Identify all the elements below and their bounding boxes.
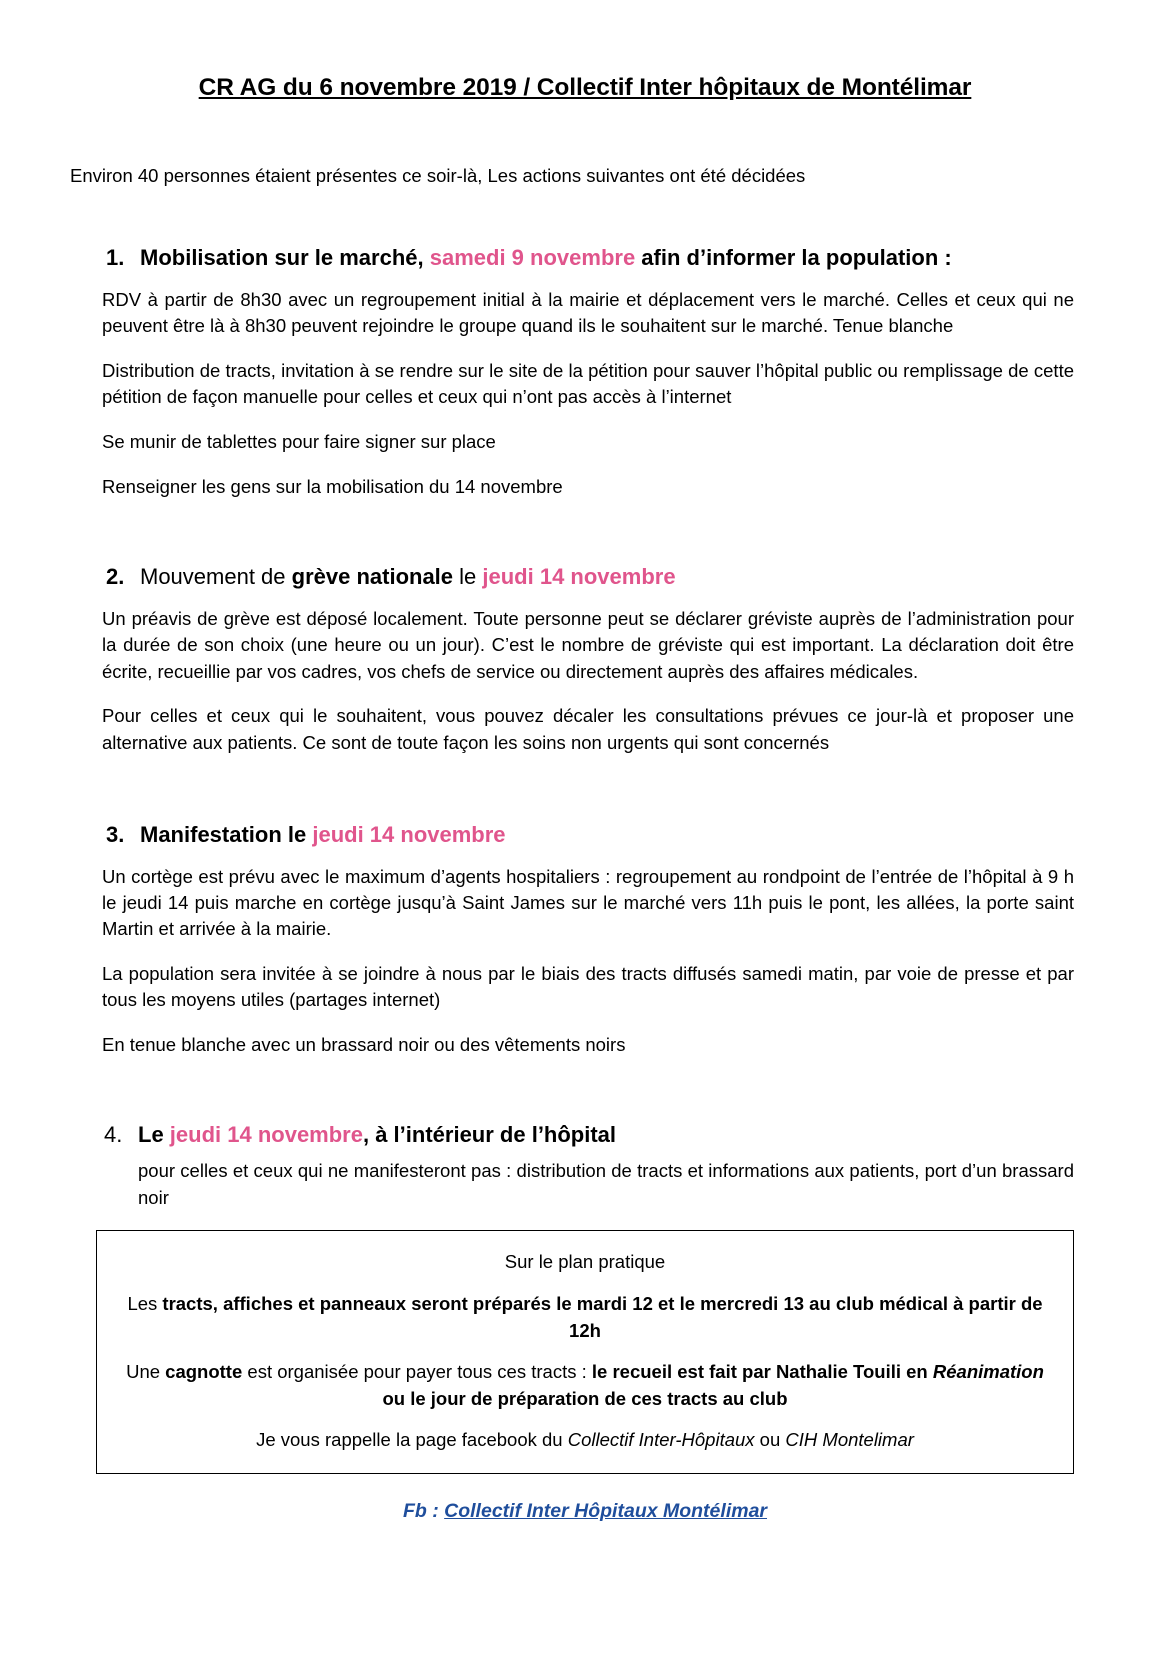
section-4 [96,1122,1074,1211]
practical-heading: Sur le plan pratique [504,1250,666,1272]
section-2 [96,564,1074,756]
section-4-paragraph-1: pour celles et ceux qui ne manifesteront pas : distribution de tracts et informations aux patients, port d’un brassard noir [138,1160,1074,1208]
practical-line-2-bold-2: le recueil est fait par Nathalie Touili en [591,1360,933,1382]
section-4-title [138,1122,1074,1148]
section-2-paragraph-1: Un préavis de grève est déposé localement. Toute personne peut se déclarer gréviste auprès de l’administration pour la durée de son choix (une heure ou un jour). C’est le nombre de gréviste qui est important. La déclaration doit être écrite, recueillie par vos cadres, vos chefs de service ou directement auprès des affaires médicales. [102,608,1074,682]
facebook-label: Fb : [402,1500,445,1523]
practical-line-2 [119,1359,1051,1413]
section-1-title [140,245,1074,271]
practical-line-3-italic-2: CIH Montelimar [785,1428,914,1450]
section-3-paragraph-2: La population sera invitée à se joindre à nous par le biais des tracts diffusés samedi matin, par voie de presse et par tous les moyens utiles (partages internet) [102,963,1074,1011]
practical-box [96,1230,1074,1475]
practical-line-2-bold-3: ou le jour de préparation de ces tracts au club [382,1387,788,1409]
practical-line-1 [119,1291,1051,1345]
practical-line-3-prefix: Je vous rappelle la page facebook du [256,1428,568,1450]
section-1-title-part1: Mobilisation sur le marché, [140,244,430,270]
section-1 [96,245,1074,500]
section-2-title-part1: Mouvement de [140,564,292,590]
facebook-footer [96,1500,1074,1523]
section-4-heading [104,1122,1074,1148]
section-4-title-part2: , à l’intérieur de l’hôpital [362,1122,617,1148]
section-3-paragraph-3: En tenue blanche avec un brassard noir ou des vêtements noirs [102,1034,626,1056]
section-1-paragraph-1: RDV à partir de 8h30 avec un regroupement initial à la mairie et déplacement vers le marché. Celles et ceux qui ne peuvent être là à 8h30 peuvent rejoindre le groupe quand ils le souhaitent sur le marché. Tenue blanche [102,288,1074,337]
section-3-heading [106,822,1074,848]
section-3-title-part1: Manifestation le [140,821,313,847]
section-1-heading [106,245,1074,271]
section-4-number: 4. [104,1122,123,1148]
page-title: CR AG du 6 novembre 2019 / Collectif Inter hôpitaux de Montélimar [198,74,972,101]
section-3-title-accent: jeudi 14 novembre [312,821,506,847]
facebook-page-link[interactable]: Collectif Inter Hôpitaux Montélimar [444,1500,768,1523]
practical-line-2-bold-1: cagnotte [165,1360,243,1382]
section-2-heading [106,564,1074,590]
practical-line-1-prefix: Les [127,1293,163,1315]
practical-line-1-bold: tracts, affiches et panneaux seront préparés le mardi 12 et le mercredi 13 au club médical à partir de 12h [162,1293,1043,1342]
section-2-paragraph-2: Pour celles et ceux qui le souhaitent, vous pouvez décaler les consultations prévues ce jour-là et proposer une alternative aux patients. Ce sont de toute façon les soins non urgents qui sont concernés [102,705,1074,753]
practical-line-2-prefix: Une [126,1360,166,1382]
section-1-paragraph-4: Renseigner les gens sur la mobilisation du 14 novembre [102,475,563,497]
section-1-paragraph-2: Distribution de tracts, invitation à se rendre sur le site de la pétition pour sauver l’hôpital public ou remplissage de cette pétition de façon manuelle pour celles et ceux qui n’ont pas accès à l’internet [102,360,1074,408]
section-1-title-accent: samedi 9 novembre [429,244,636,270]
section-4-title-accent: jeudi 14 novembre [169,1122,363,1148]
section-2-title-bold: grève nationale [291,564,454,590]
section-1-title-part2: afin d’informer la population : [635,244,952,270]
practical-line-3-italic-1: Collectif Inter-Hôpitaux [567,1428,755,1450]
intro-paragraph: Environ 40 personnes étaient présentes ce soir-là, Les actions suivantes ont été décidées [70,165,806,186]
section-3-title [140,822,1074,848]
practical-line-2-bold-italic: Réanimation [932,1360,1044,1382]
section-1-number: 1. [106,244,125,270]
section-3-number: 3. [106,821,125,847]
practical-line-2-mid: est organisée pour payer tous ces tracts : [242,1360,592,1382]
section-1-paragraph-3: Se munir de tablettes pour faire signer sur place [102,431,496,453]
section-2-title [140,564,1074,590]
section-3 [96,822,1074,1059]
section-2-number: 2. [106,564,125,590]
section-2-title-part2: le [453,564,483,590]
section-2-title-accent: jeudi 14 novembre [482,564,676,590]
section-3-paragraph-1: Un cortège est prévu avec le maximum d’agents hospitaliers : regroupement au rondpoint de l’entrée de l’hôpital à 9 h le jeudi 14 puis marche en cortège jusqu’à Saint James sur le marché vers 11h puis le pont, les allées, la porte saint Martin et arrivée à la mairie. [102,865,1074,940]
section-4-title-part1: Le [138,1122,170,1148]
practical-line-3 [119,1427,1051,1454]
practical-line-3-mid: ou [754,1428,786,1450]
